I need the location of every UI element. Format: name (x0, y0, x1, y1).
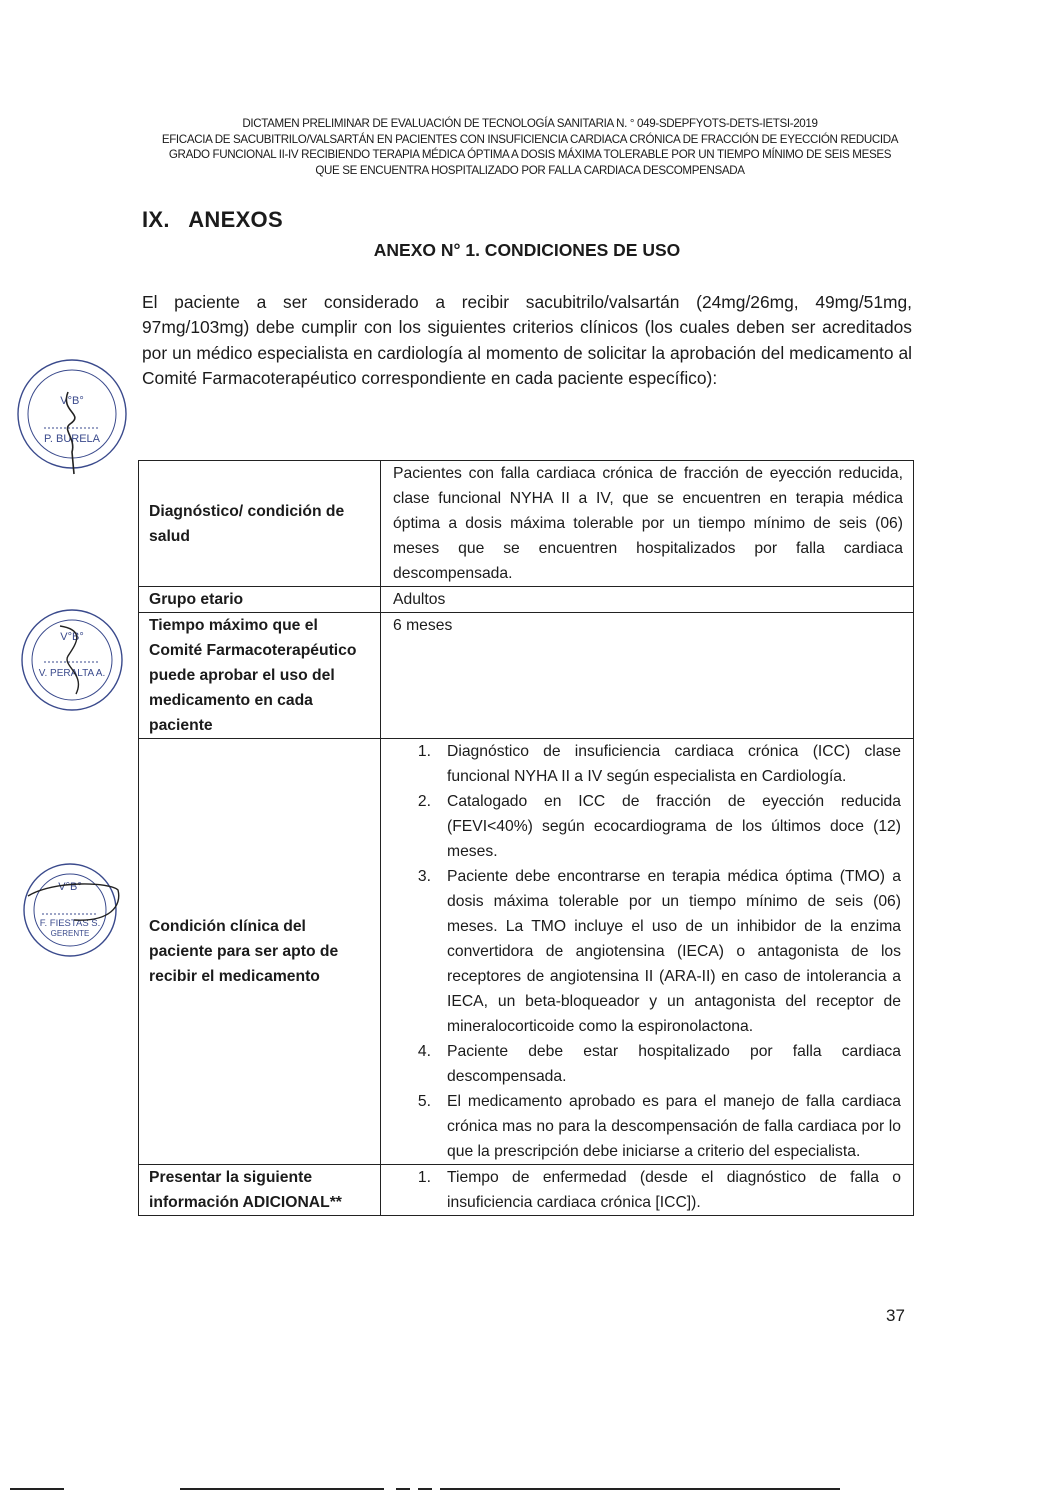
item-number: 1. (417, 1169, 431, 1186)
list-item (389, 864, 905, 1039)
footer-rule (180, 1488, 384, 1490)
stamp-vobo: V°B° (60, 631, 84, 643)
footer-rule (10, 1488, 64, 1490)
stamp-vobo: V°B° (58, 881, 82, 893)
additional-info-list (389, 1165, 905, 1215)
row-value: Pacientes con falla cardiaca crónica de fracción de eyección reducida, clase funcional NYHA II a IV, que se encuentren en terapia médica óptima a dosis máxima tolerable por un tiempo mínimo de seis (06) meses que se encuentren hospitalizados por falla cardiaca descompensada. (381, 461, 914, 587)
table-row (139, 613, 914, 739)
section-title: IX. ANEXOS (142, 207, 283, 232)
stamp-role: GERENTE (50, 929, 90, 938)
header-line: GRADO FUNCIONAL II-IV RECIBIENDO TERAPIA MÉDICA ÓPTIMA A DOSIS MÁXIMA TOLERABLE POR UN TIEMPO MÍNIMO DE SEIS MESES (168, 148, 892, 162)
footer-rule (440, 1488, 840, 1490)
criteria-list (389, 739, 905, 1164)
page-number: 37 (886, 1306, 905, 1325)
table-row (139, 739, 914, 1165)
row-label: Condición clínica del paciente para ser apto de recibir el medicamento (139, 739, 381, 1165)
footer-rule (396, 1488, 410, 1490)
item-number: 2. (417, 793, 431, 810)
table-row (139, 1165, 914, 1216)
item-number: 5. (417, 1093, 431, 1110)
row-label: Diagnóstico/ condición de salud (139, 461, 381, 587)
item-text: Tiempo de enfermedad (desde el diagnóstico de falla o insuficiencia cardiaca crónica [ICC]). (447, 1169, 901, 1211)
list-item (389, 789, 905, 864)
row-label: Presentar la siguiente información ADICIONAL** (139, 1165, 381, 1216)
header-line: DICTAMEN PRELIMINAR DE EVALUACIÓN DE TECNOLOGÍA SANITARIA N. ° 049-SDEPFYOTS-DETS-IETSI-2019 (242, 117, 818, 130)
row-label: Grupo etario (139, 587, 381, 613)
annex-title-text: ANEXO N° 1. CONDICIONES DE USO (373, 240, 681, 260)
row-value: Adultos (381, 587, 914, 613)
row-value (381, 739, 914, 1165)
stamp-name: P. BURELA (43, 433, 101, 445)
header-line: EFICACIA DE SACUBITRILO/VALSARTÁN EN PACIENTES CON INSUFICIENCIA CARDIACA CRÓNICA DE FRACCIÓN DE EYECCIÓN REDUCIDA (161, 132, 899, 146)
row-label: Tiempo máximo que el Comité Farmacoterapéutico puede aprobar el uso del medicamento en cada paciente (139, 613, 381, 739)
conditions-table (138, 460, 914, 1216)
stamp-vobo: V°B° (60, 395, 84, 407)
item-text: Catalogado en ICC de fracción de eyección reducida (FEVI<40%) según ecocardiograma de los últimos doce (12) meses. (447, 793, 901, 860)
item-text: Paciente debe estar hospitalizado por falla cardiaca descompensada. (447, 1043, 901, 1085)
intro-paragraph: El paciente a ser considerado a recibir sacubitrilo/valsartán (24mg/26mg, 49mg/51mg, 97mg/103mg) debe cumplir con los siguientes criterios clínicos (los cuales deben ser acreditados por un médico especialista en cardiología al momento de solicitar la aprobación del medicamento al Comité Farmacoterapéutico correspondiente en cada paciente específico): (142, 292, 912, 389)
approval-stamp (16, 604, 128, 716)
row-value (381, 1165, 914, 1216)
item-number: 3. (417, 868, 431, 885)
header-line: QUE SE ENCUENTRA HOSPITALIZADO POR FALLA CARDIACA DESCOMPENSADA (315, 163, 745, 177)
row-value: 6 meses (381, 613, 914, 739)
list-item (389, 1039, 905, 1089)
item-number: 4. (417, 1043, 431, 1060)
item-text: Paciente debe encontrarse en terapia médica óptima (TMO) a dosis máxima tolerable por un tiempo mínimo de seis (06) meses. La TMO incluye el uso de un inhibidor de la enzima convertidora de angiotensina (IECA) o antagonista de los receptores de angiotensina II (ARA-II) en caso de intolerancia a IECA, un beta-bloqueador y un antagonista del receptor de mineralocorticoide como la espironolactona. (447, 868, 901, 1035)
approval-stamp (10, 352, 134, 478)
footer-rule (418, 1488, 432, 1490)
item-text: El medicamento aprobado es para el manejo de falla cardiaca crónica mas no para la descompensación de falla cardiaca por lo que la prescripción debe iniciarse a criterio del especialista. (447, 1093, 901, 1160)
annex-title (0, 240, 1054, 261)
item-number: 1. (417, 743, 431, 760)
stamp-name: V. PERALTA A. (38, 668, 106, 679)
list-item (389, 739, 905, 789)
list-item (389, 1089, 905, 1164)
table-row (139, 587, 914, 613)
document-header (130, 116, 930, 178)
table-row (139, 461, 914, 587)
list-item (389, 1165, 905, 1215)
approval-stamp (14, 860, 126, 960)
item-text: Diagnóstico de insuficiencia cardiaca crónica (ICC) clase funcional NYHA II a IV según especialista en Cardiología. (447, 743, 901, 785)
stamp-name: F. FIESTAS S. (39, 918, 101, 929)
